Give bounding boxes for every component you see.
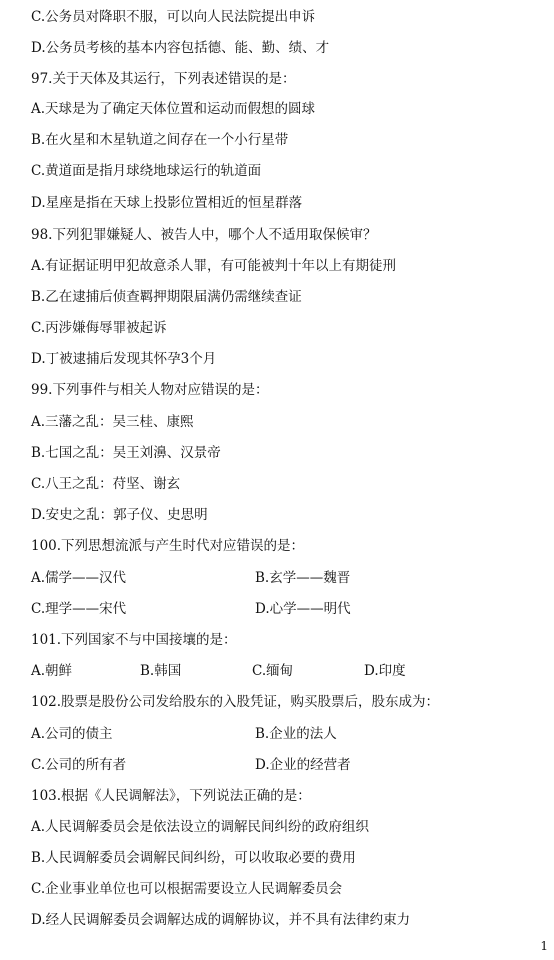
q101-option-c: C.缅甸 bbox=[252, 663, 294, 679]
q101-stem: 101.下列国家不与中国接壤的是： bbox=[31, 632, 237, 648]
q102-option-c: C.公司的所有者 bbox=[31, 757, 127, 773]
q98-option-a: A.有证据证明甲犯故意杀人罪，有可能被判十年以上有期徒刑 bbox=[31, 258, 397, 274]
q100-option-c: C.理学——宋代 bbox=[31, 601, 127, 617]
q102-option-b: B.企业的法人 bbox=[255, 726, 337, 742]
q97-option-a: A.天球是为了确定天体位置和运动而假想的圆球 bbox=[31, 101, 316, 117]
q100-option-b: B.玄学——魏晋 bbox=[255, 570, 351, 586]
q99-option-d: D.安史之乱：郭子仪、史思明 bbox=[31, 507, 208, 523]
q98-option-b: B.乙在逮捕后侦查羁押期限届满仍需继续查证 bbox=[31, 289, 302, 305]
q99-stem: 99.下列事件与相关人物对应错误的是： bbox=[31, 382, 269, 398]
q99-option-a: A.三藩之乱：吴三桂、康熙 bbox=[31, 414, 194, 430]
q102-option-d: D.企业的经营者 bbox=[255, 757, 351, 773]
q97-option-d: D.星座是指在天球上投影位置相近的恒星群落 bbox=[31, 195, 303, 211]
q103-option-c: C.企业事业单位也可以根据需要设立人民调解委员会 bbox=[31, 881, 343, 897]
q100-option-d: D.心学——明代 bbox=[255, 601, 351, 617]
q103-option-a: A.人民调解委员会是依法设立的调解民间纠纷的政府组织 bbox=[31, 819, 370, 835]
q103-stem: 103.根据《人民调解法》，下列说法正确的是： bbox=[31, 788, 311, 804]
q97-option-c: C.黄道面是指月球绕地球运行的轨道面 bbox=[31, 163, 262, 179]
q98-stem: 98.下列犯罪嫌疑人、被告人中，哪个人不适用取保候审？ bbox=[31, 227, 377, 243]
q100-stem: 100.下列思想流派与产生时代对应错误的是： bbox=[31, 538, 305, 554]
q97-stem: 97.关于天体及其运行，下列表述错误的是： bbox=[31, 71, 296, 87]
q98-option-d: D.丁被逮捕后发现其怀孕3个月 bbox=[31, 351, 217, 367]
q103-option-b: B.人民调解委员会调解民间纠纷，可以收取必要的费用 bbox=[31, 850, 356, 866]
q101-option-b: B.韩国 bbox=[140, 663, 182, 679]
q103-option-d: D.经人民调解委员会调解达成的调解协议，并不具有法律约束力 bbox=[31, 912, 411, 928]
q96-option-c: C.公务员对降职不服，可以向人民法院提出申诉 bbox=[31, 9, 316, 25]
q98-option-c: C.丙涉嫌侮辱罪被起诉 bbox=[31, 320, 167, 336]
q102-stem: 102.股票是股份公司发给股东的入股凭证，购买股票后，股东成为： bbox=[31, 694, 440, 710]
q97-option-b: B.在火星和木星轨道之间存在一个小行星带 bbox=[31, 132, 289, 148]
q101-option-d: D.印度 bbox=[364, 663, 406, 679]
q96-option-d: D.公务员考核的基本内容包括德、能、勤、绩、才 bbox=[31, 40, 330, 56]
q101-option-a: A.朝鲜 bbox=[31, 663, 73, 679]
q99-option-b: B.七国之乱：吴王刘濞、汉景帝 bbox=[31, 445, 221, 461]
q100-option-a: A.儒学——汉代 bbox=[31, 570, 127, 586]
q99-option-c: C.八王之乱：苻坚、谢玄 bbox=[31, 476, 181, 492]
page-number: 1 bbox=[540, 939, 548, 953]
q102-option-a: A.公司的债主 bbox=[31, 726, 113, 742]
